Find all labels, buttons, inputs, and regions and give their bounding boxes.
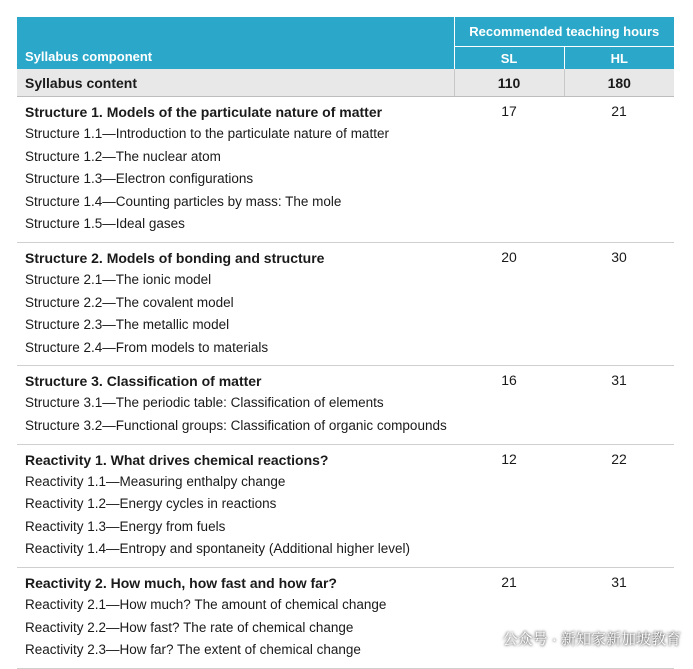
section-body xyxy=(17,567,454,668)
sl-hours: 21 xyxy=(454,567,564,668)
subtopic-item: Structure 3.1—The periodic table: Classification of elements xyxy=(25,395,384,411)
section-title: Reactivity 2. How much, how fast and how far? xyxy=(25,574,337,591)
subtopic-item: Structure 1.2—The nuclear atom xyxy=(25,148,221,164)
subtopic-item: Reactivity 1.1—Measuring enthalpy change xyxy=(25,473,286,489)
subtopic-item: Structure 2.2—The covalent model xyxy=(25,294,234,310)
hl-hours: 21 xyxy=(564,97,674,243)
hl-hours: 22 xyxy=(564,444,674,567)
summary-sl-hours: 110 xyxy=(454,69,564,97)
subtopic-item: Structure 3.2—Functional groups: Classification of organic compounds xyxy=(25,417,447,433)
wechat-icon xyxy=(473,629,497,649)
sl-hours: 12 xyxy=(454,444,564,567)
section-row xyxy=(17,242,674,365)
hl-header: HL xyxy=(564,47,674,70)
section-title: Structure 3. Classification of matter xyxy=(25,373,262,390)
subtopic-item: Structure 1.1—Introduction to the particulate nature of matter xyxy=(25,126,389,141)
subtopic-item: Structure 1.5—Ideal gases xyxy=(25,216,185,232)
section-body xyxy=(17,444,454,567)
watermark-text: 公众号 · 新知家新加坡教育 xyxy=(502,631,681,648)
subtopic-item: Reactivity 2.3—How far? The extent of chemical change xyxy=(25,642,361,658)
section-title: Structure 1. Models of the particulate nature of matter xyxy=(25,104,383,120)
section-row xyxy=(17,567,674,668)
section-body xyxy=(17,97,454,243)
sl-hours: 16 xyxy=(454,366,564,444)
subtopic-item: Reactivity 1.3—Energy from fuels xyxy=(25,518,226,534)
watermark xyxy=(473,628,681,649)
sl-hours: 17 xyxy=(454,97,564,243)
subtopic-item: Reactivity 1.4—Entropy and spontaneity (Additional higher level) xyxy=(25,541,410,557)
subtopic-item: Structure 1.3—Electron configurations xyxy=(25,171,254,187)
recommended-hours-header: Recommended teaching hours xyxy=(454,17,674,47)
section-row xyxy=(17,444,674,567)
summary-label: Syllabus content xyxy=(17,69,454,97)
syllabus-component-header: Syllabus component xyxy=(17,17,454,69)
section-title: Reactivity 1. What drives chemical reactions? xyxy=(25,451,329,468)
section-body xyxy=(17,366,454,444)
hl-hours: 30 xyxy=(564,242,674,365)
sl-hours: 20 xyxy=(454,242,564,365)
section-body xyxy=(17,242,454,365)
subtopic-item: Structure 2.3—The metallic model xyxy=(25,317,230,333)
section-row xyxy=(17,366,674,444)
subtopic-item: Structure 1.4—Counting particles by mass: The mole xyxy=(25,193,342,209)
summary-hl-hours: 180 xyxy=(564,69,674,97)
subtopic-item: Reactivity 2.1—How much? The amount of chemical change xyxy=(25,596,387,612)
summary-row xyxy=(17,69,674,97)
section-row xyxy=(17,97,674,243)
syllabus-table xyxy=(17,17,674,669)
sl-header: SL xyxy=(454,47,564,70)
hl-hours: 31 xyxy=(564,366,674,444)
subtopic-item: Reactivity 1.2—Energy cycles in reactions xyxy=(25,496,277,512)
subtopic-item: Reactivity 2.2—How fast? The rate of chemical change xyxy=(25,619,354,635)
subtopic-item: Structure 2.4—From models to materials xyxy=(25,339,269,355)
subtopic-item: Structure 2.1—The ionic model xyxy=(25,271,212,287)
hl-hours: 31 xyxy=(564,567,674,668)
section-title: Structure 2. Models of bonding and structure xyxy=(25,249,325,266)
